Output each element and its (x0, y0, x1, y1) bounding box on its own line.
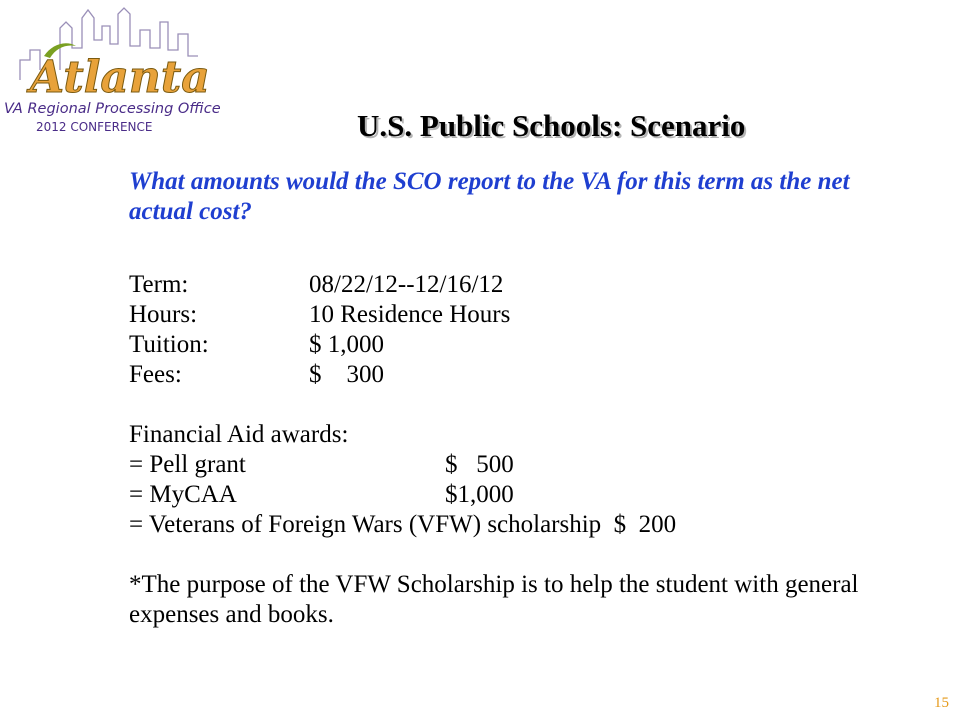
detail-label: Tuition: (129, 331, 209, 358)
detail-row-fees (129, 360, 919, 390)
detail-row-hours (129, 300, 919, 330)
scenario-question: What amounts would the SCO report to the VA for this term as the net actual cost? (129, 168, 850, 225)
detail-row-tuition (129, 330, 919, 360)
scenario-details (129, 270, 919, 630)
detail-value: $ 300 (309, 361, 384, 388)
atlanta-skyline-logo (0, 0, 232, 146)
aid-row-pell (129, 450, 919, 480)
logo-line1: VA Regional Processing Office (4, 101, 221, 117)
aid-value: $1,000 (445, 481, 514, 508)
detail-label: Hours: (129, 301, 198, 328)
logo-city-text: Atlanta (30, 52, 210, 103)
aid-label: = MyCAA (129, 481, 237, 508)
aid-row-vfw: = Veterans of Foreign Wars (VFW) scholarship $ 200 (129, 511, 677, 538)
aid-value: $ 500 (445, 451, 514, 478)
slide-title: U.S. Public Schools: Scenario (357, 108, 746, 143)
detail-value: 08/22/12--12/16/12 (309, 271, 504, 298)
aid-label: = Pell grant (129, 451, 246, 478)
conference-logo (0, 0, 232, 146)
detail-value: 10 Residence Hours (309, 301, 511, 328)
aid-heading: Financial Aid awards: (129, 421, 349, 448)
detail-label: Term: (129, 271, 189, 298)
page-number: 15 (934, 695, 949, 711)
detail-row-term (129, 270, 919, 300)
detail-value: $ 1,000 (309, 331, 384, 358)
vfw-purpose-note: *The purpose of the VFW Scholarship is to help the student with general expenses and books. (129, 571, 859, 628)
detail-label: Fees: (129, 361, 182, 388)
logo-line2: 2012 CONFERENCE (36, 120, 153, 134)
aid-row-mycaa (129, 480, 919, 510)
